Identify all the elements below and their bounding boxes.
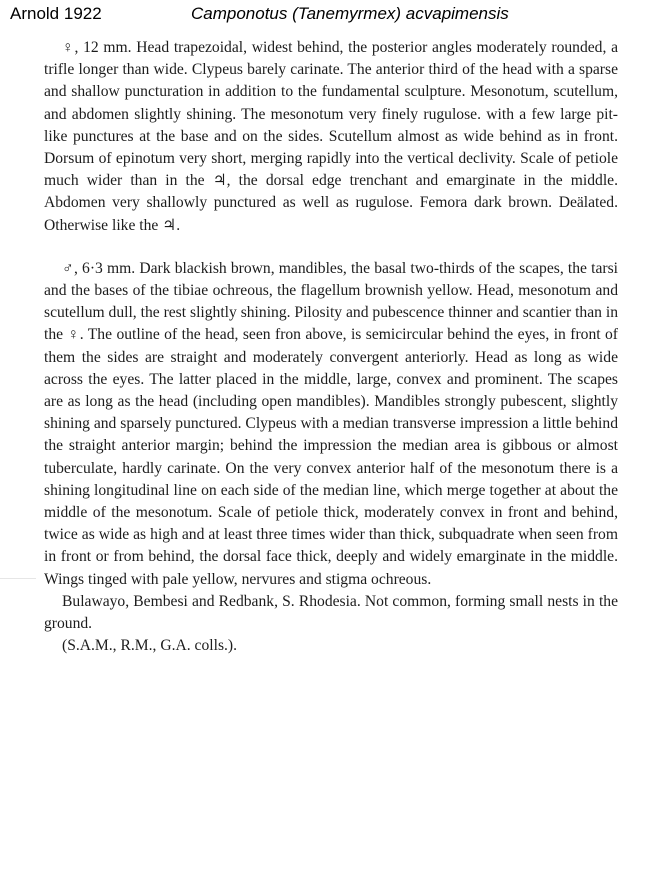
description-text xyxy=(44,37,618,657)
collections-paragraph: (S.A.M., R.M., G.A. colls.). xyxy=(62,637,238,655)
scan-edge-mark xyxy=(0,578,36,579)
page-header xyxy=(10,4,648,28)
author-year: Arnold 1922 xyxy=(10,4,102,23)
male-description: ♂, 6·3 mm. Dark blackish brown, mandibles, the basal two-thirds of the scapes, the tarsi and the bases of the tibiae ochreous, the flagellum brownish yellow. Head, mesonotum and scutellum dull, the rest slightly shining. Pilosity and pubescence thinner and scantier than in the ♀. The outline of the head, seen fron above, is semicircular behind the eyes, in front of them the sides are straight and moderately convergent anteriorly. Head as long as wide across the eyes. The latter placed in the middle, large, convex and prominent. The scapes are as long as the head (including open mandibles). Mandibles strongly pubescent, slightly shining and sparsely punctured. Clypeus with a median transverse impression a little behind the straight anterior margin; behind the impression the median area is gibbous or almost tuberculate, hardly carinate. On the very convex anterior half of the mesonotum there is a shining longitudinal line on each side of the median line, which merge together at about the middle of the mesonotum. Scale of petiole thick, moderately convex in front and behind, twice as wide as high and at least three times wider than thick, subquadrate when seen from in front or from behind, the dorsal face thick, deeply and widely emarginate in the middle. Wings tinged with pale yellow, nervures and stigma ochreous. xyxy=(44,259,618,588)
species-title: Camponotus (Tanemyrmex) acvapimensis xyxy=(191,4,509,23)
female-description: ♀, 12 mm. Head trapezoidal, widest behind, the posterior angles moderately rounded, a trifle longer than wide. Clypeus barely carinate. The anterior third of the head with a sparse and shallow puncturation in addition to the fundamental sculpture. Mesonotum, scutellum, and abdomen slightly shining. The mesonotum very finely rugulose. with a few large pit-like punctures at the base and on the sides. Scutellum almost as wide behind as in front. Dorsum of epinotum very short, merging rapidly into the vertical declivity. Scale of petiole much wider than in the ♃, the dorsal edge trenchant and emarginate in the middle. Abdomen very shallowly punctured as well as rugulose. Femora dark brown. Deälated. Otherwise like the ♃. xyxy=(44,39,618,234)
locality-paragraph: Bulawayo, Bembesi and Redbank, S. Rhodesia. Not common, forming small nests in the ground. xyxy=(44,592,618,633)
